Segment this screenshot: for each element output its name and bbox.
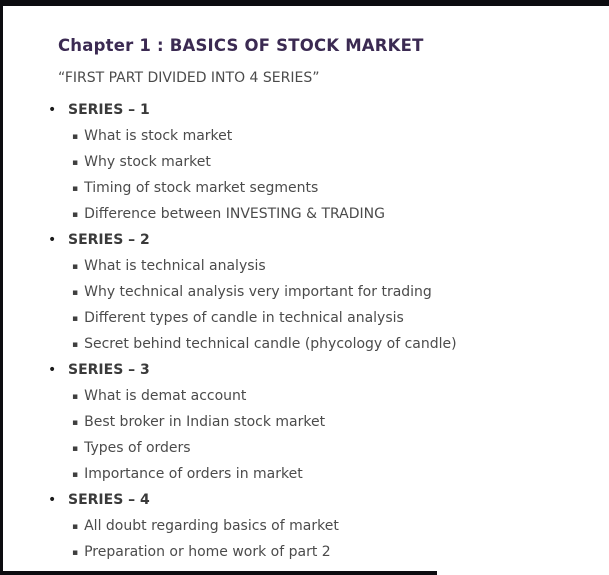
list-item-text: Why stock market bbox=[84, 154, 211, 170]
list-item-text: Best broker in Indian stock market bbox=[84, 414, 326, 430]
page-title: Chapter 1 : BASICS OF STOCK MARKET bbox=[58, 36, 424, 55]
series-heading bbox=[48, 357, 593, 383]
square-bullet-icon: ▪ bbox=[72, 184, 79, 194]
series-heading bbox=[48, 97, 593, 123]
list-item bbox=[58, 435, 593, 461]
square-bullet-icon: ▪ bbox=[72, 444, 79, 454]
list-item-text: Timing of stock market segments bbox=[84, 180, 319, 196]
list-item-text: Different types of candle in technical analysis bbox=[84, 310, 404, 326]
bullet-dot-icon: • bbox=[48, 492, 57, 508]
list-item bbox=[58, 331, 593, 357]
list-item-text: All doubt regarding basics of market bbox=[84, 518, 339, 534]
series-label: SERIES – 3 bbox=[68, 362, 150, 378]
list-item bbox=[58, 279, 593, 305]
square-bullet-icon: ▪ bbox=[72, 522, 79, 532]
list-item-text: Importance of orders in market bbox=[84, 466, 303, 482]
list-item bbox=[58, 175, 593, 201]
square-bullet-icon: ▪ bbox=[72, 132, 79, 142]
page-edge-bottom bbox=[0, 571, 437, 575]
square-bullet-icon: ▪ bbox=[72, 262, 79, 272]
list-item-text: Types of orders bbox=[84, 440, 191, 456]
page-content bbox=[3, 6, 593, 565]
list-item bbox=[58, 305, 593, 331]
list-item bbox=[58, 461, 593, 487]
list-item-text: Why technical analysis very important for trading bbox=[84, 284, 432, 300]
square-bullet-icon: ▪ bbox=[72, 470, 79, 480]
square-bullet-icon: ▪ bbox=[72, 548, 79, 558]
series-label: SERIES – 2 bbox=[68, 232, 150, 248]
list-item bbox=[58, 201, 593, 227]
list-item bbox=[58, 513, 593, 539]
page-subtitle: “FIRST PART DIVIDED INTO 4 SERIES” bbox=[58, 70, 320, 86]
list-item bbox=[58, 253, 593, 279]
series-list bbox=[48, 97, 593, 565]
list-item-text: What is technical analysis bbox=[84, 258, 266, 274]
square-bullet-icon: ▪ bbox=[72, 158, 79, 168]
list-item bbox=[58, 149, 593, 175]
list-item bbox=[58, 539, 593, 565]
series-heading bbox=[48, 487, 593, 513]
square-bullet-icon: ▪ bbox=[72, 210, 79, 220]
square-bullet-icon: ▪ bbox=[72, 340, 79, 350]
square-bullet-icon: ▪ bbox=[72, 418, 79, 428]
square-bullet-icon: ▪ bbox=[72, 288, 79, 298]
bullet-dot-icon: • bbox=[48, 102, 57, 118]
square-bullet-icon: ▪ bbox=[72, 314, 79, 324]
series-label: SERIES – 4 bbox=[68, 492, 150, 508]
list-item bbox=[58, 123, 593, 149]
list-item-text: Difference between INVESTING & TRADING bbox=[84, 206, 385, 222]
list-item-text: Preparation or home work of part 2 bbox=[84, 544, 331, 560]
square-bullet-icon: ▪ bbox=[72, 392, 79, 402]
list-item bbox=[58, 409, 593, 435]
series-label: SERIES – 1 bbox=[68, 102, 150, 118]
list-item-text: What is stock market bbox=[84, 128, 233, 144]
list-item bbox=[58, 383, 593, 409]
series-heading bbox=[48, 227, 593, 253]
bullet-dot-icon: • bbox=[48, 232, 57, 248]
list-item-text: What is demat account bbox=[84, 388, 247, 404]
bullet-dot-icon: • bbox=[48, 362, 57, 378]
list-item-text: Secret behind technical candle (phycology of candle) bbox=[84, 336, 457, 352]
